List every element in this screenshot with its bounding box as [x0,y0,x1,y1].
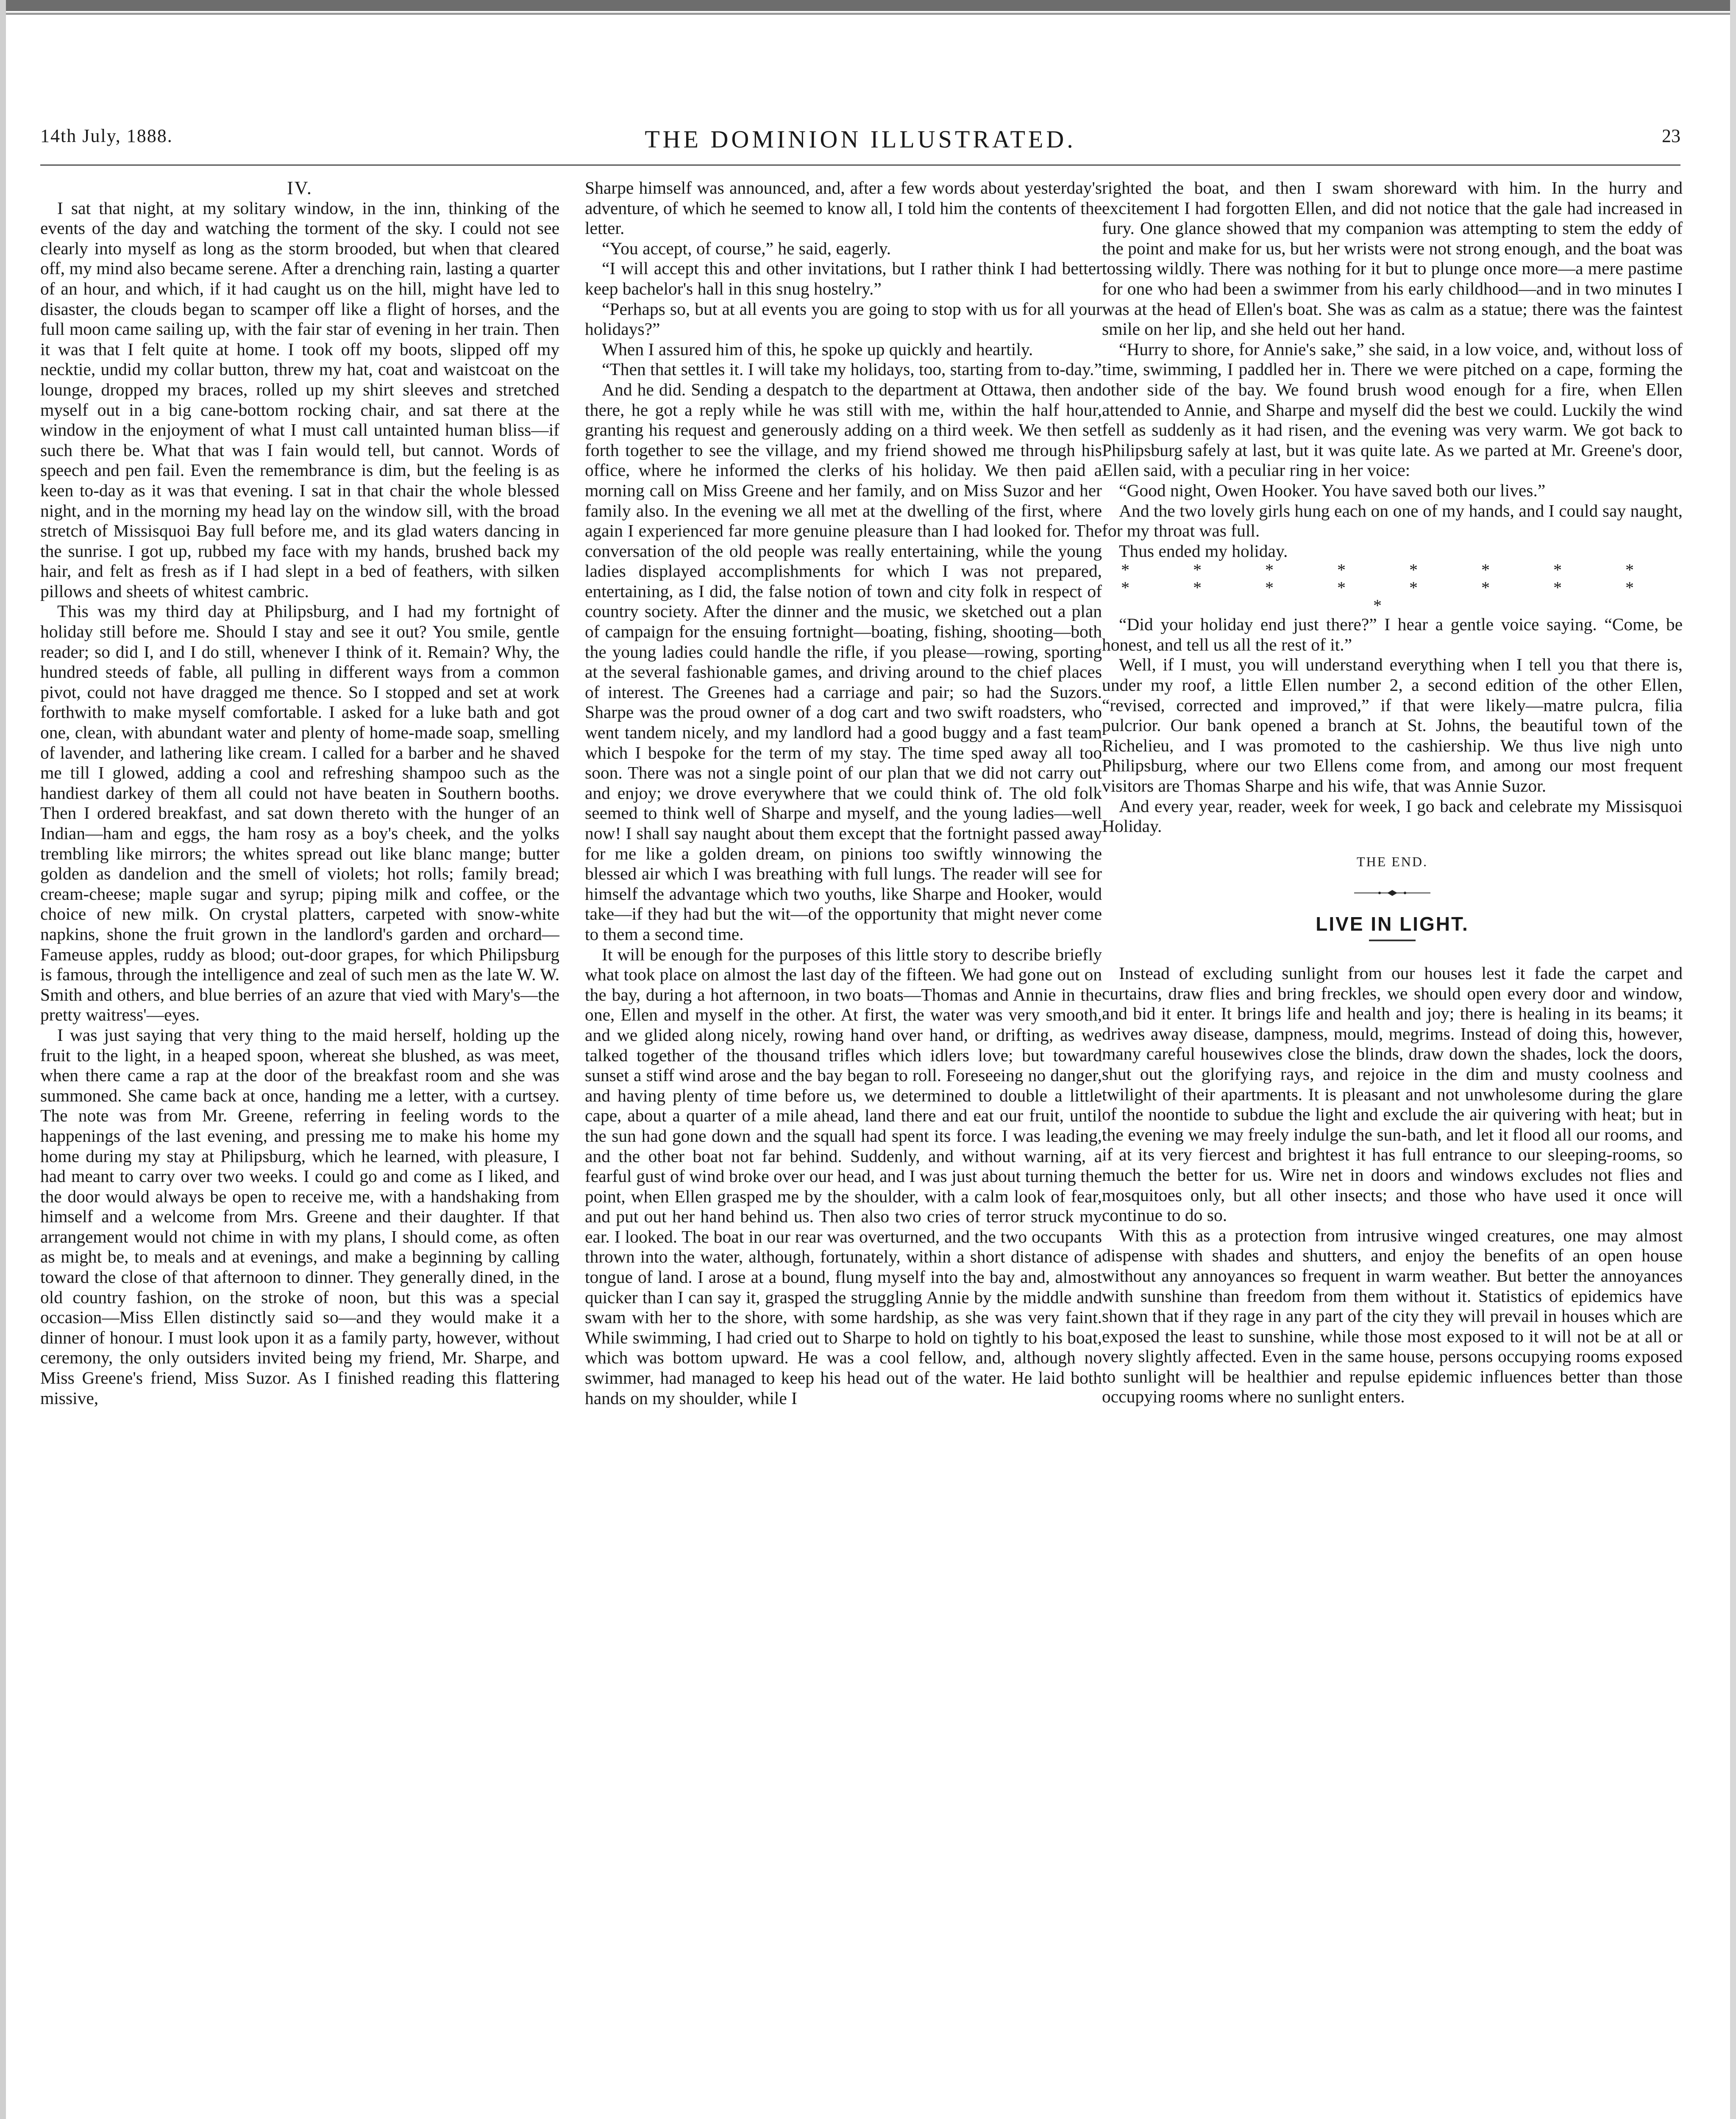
title-rule [1369,940,1416,941]
page-top-border-line [0,13,1736,15]
story-dialogue: “Then that settles it. I will take my holidays, too, starting from to-day.” [602,359,1102,379]
page-right-edge [1730,0,1736,2119]
page-top-border [0,0,1736,11]
story-dialogue: “Perhaps so, but at all events you are going to stop with us for all your holidays?” [585,299,1102,339]
header-rule [40,164,1680,166]
ornament-divider-icon [1350,889,1435,897]
page-number: 23 [1662,125,1680,146]
article-paragraph: With this as a protection from intrusive winged creatures, one may almost dispense with shades and shutters, and enjoy the benefits of an open house without any annoyances so frequent in warm weather. But better the annoyances with sunshine than freedom from them without it. Statistics of epidemics have shown that if they rage in any part of the city they will prevail in houses which are exposed the least to sunshine, while those most exposed to it will not be at all or very slightly affected. Even in the same house, persons occupying rooms exposed to sunlight will be healthier and repulse epidemic influences better than those occupying rooms where no sunlight enters. [1102,1225,1683,1407]
page-header [40,125,1680,159]
story-dialogue: “I will accept this and other invitations, but I rather think I had better keep bachelor's hall in this snug hostelry.” [585,259,1102,298]
section-break-asterisks: * * * * * * * * [1121,560,1664,580]
page-left-edge [0,0,6,2119]
article-title: LIVE IN LIGHT. [1316,913,1469,935]
story-paragraph: When I assured him of this, he spoke up quickly and heartily. [602,339,1033,359]
story-dialogue: “Did your holiday end just there?” I hear a gentle voice saying. “Come, be honest, and tell us all the rest of it.” [1102,615,1683,654]
story-paragraph: And he did. Sending a despatch to the department at Ottawa, then and there, he got a reply while he was still with me, within the half hour, granting his request and generously adding on a third week. We then set forth together to see the village, and my friend showed me through his office, where he informed the clerks of his holiday. We then paid a morning call on Miss Greene and her family, and on Miss Suzor and her family also. In the evening we all met at the dwelling of the first, where again I experienced far more genuine pleasure than I had looked for. The conversation of the old people was really entertaining, while the young ladies displayed accomplishments for which I was not prepared, entertaining, as I did, the false notion of town and city folk in respect of country society. After the dinner and the music, we sketched out a plan of campaign for the ensuing fortnight—boating, fishing, shooting—both the young ladies could handle the rifle, if you please—rowing, sporting at the several fashionable games, and driving around to the chief places of interest. The Greenes had a carriage and pair; so had the Suzors. Sharpe was the proud owner of a dog cart and two swift roadsters, who went tandem nicely, and my landlord had a good buggy and a fast team which I bespoke for the term of my stay. The time sped away all too soon. There was not a single point of our plan that we did not carry out and enjoy; we drove everywhere that we could think of. The old folk seemed to think well of Sharpe and myself, and the young ladies—well now! I shall say naught about them except that the fortnight passed away for me like a golden dream, on pinions too swiftly winnowing the blessed air which I was breathing with full lungs. The reader will see for himself the advantage which two youths, like Sharpe and Hooker, would take—if they had but the wit—of the opportunity that might never come to them a second time. [585,379,1102,944]
story-paragraph: righted the boat, and then I swam shoreward with him. In the hurry and excitement I had forgotten Ellen, and did not notice that the gale had increased in fury. One glance showed that my companion was attempting to stem the eddy of the point and make for us, but her wrists were not strong enough, and the boat was tossing wildly. There was nothing for it but to plunge once more—a mere pastime for one who had been a swimmer from his early childhood—and in two minutes I was at the head of Ellen's boat. She was as calm as a statue; there was the faintest smile on her lip, and she held out her hand. [1102,178,1683,339]
story-paragraph: Sharpe himself was announced, and, after a few words about yesterday's adventure, of which he seemed to know all, I told him the contents of the letter. [585,178,1102,238]
story-dialogue: “Good night, Owen Hooker. You have saved both our lives.” [1119,480,1546,500]
story-paragraph: And every year, reader, week for week, I go back and celebrate my Missisquoi Holiday. [1102,796,1683,836]
column-1 [40,178,559,2119]
issue-date: 14th July, 1888. [40,125,173,146]
story-dialogue: “You accept, of course,” he said, eagerly. [602,238,891,258]
story-paragraph: Well, if I must, you will understand everything when I tell you that there is, under my roof, a little Ellen number 2, a second edition of the other Ellen, “revised, corrected and improved,” if that were likely—matre pulcra, filia pulcrior. Our bank opened a branch at St. Johns, the beautiful town of the Richelieu, and I was promoted to the cashiership. We thus live nigh unto Philipsburg, where our two Ellens come from, and among our most frequent visitors are Thomas Sharpe and his wife, that was Annie Suzor. [1102,655,1683,796]
article-paragraph: Instead of excluding sunlight from our houses lest it fade the carpet and curtains, draw flies and bring freckles, we should open every door and window, and bid it enter. It brings life and health and joy; there is healing in its beams; it drives away disease, dampness, mould, megrims. Instead of doing this, however, many careful housewives close the blinds, draw down the shades, lock the doors, shut out the glorifying rays, and rejoice in the dim and musty coolness and twilight of their apartments. It is pleasant and not unwholesome during the glare of the noontide to subdue the light and exclude the air quivering with heat; but in the evening we may freely indulge the sun-bath, and let it flood all our rooms, and if at its very fiercest and brightest it has full entrance to our sleeping-rooms, so much the better for us. Wire net in doors and windows excludes not flies and mosquitoes only, but all other insects; and those who have used it once will continue to do so. [1102,963,1683,1225]
column-2 [585,178,1102,2119]
end-label: THE END. [1357,854,1428,869]
story-dialogue: “Hurry to shore, for Annie's sake,” she said, in a low voice, and, without loss of time, swimming, I paddled her in. There we were pitched on a cape, forming the other side of the bay. We found brush wood enough for a fire, when Ellen attended to Annie, and Sharpe and myself did the best we could. Luckily the wind fell as suddenly as it had risen, and the evening was very warm. We got back to Philipsburg safely at last, but it was quite late. As we parted at Mr. Greene's door, Ellen said, with a peculiar ring in her voice: [1102,339,1683,480]
story-paragraph: This was my third day at Philipsburg, and I had my fortnight of holiday still before me. Should I stay and see it out? You smile, gentle reader; so did I, and I do still, whenever I think of it. Remain? Why, the hundred steeds of fable, all pulling in different ways from a common pivot, could not have dragged me thence. So I stopped and set at work forthwith to make myself comfortable. I asked for a luke bath and got one, clean, with abundant water and plenty of home-made soap, smelling of lavender, and lathering like cream. I called for a barber and he shaved me till I glowed, adding a cool and refreshing shampoo such as the handiest darkey of them all could not have beaten in Southern booths. Then I ordered breakfast, and sat down thereto with the hunger of an Indian—ham and eggs, the ham rosy as a boy's cheek, and the yolks trembling like mirrors; the whites spread out like blanc mange; butter golden as dandelion and the smell of violets; hot rolls; family bread; cream-cheese; maple sugar and syrup; piping milk and coffee, or the choice of new milk. On crystal platters, carpeted with snow-white napkins, shone the fruit grown in the landlord's garden and orchard—Fameuse apples, ruddy as blood; out-door grapes, for which Philipsburg is famous, through the intelligence and zeal of such men as the late W. W. Smith and others, and blue berries of an azure that vied with Mary's—the pretty waitress'—eyes. [40,601,559,1025]
column-3 [1102,178,1683,2119]
story-paragraph: And the two lovely girls hung each on one of my hands, and I could say naught, for my throat was full. [1102,501,1683,541]
story-paragraph: I was just saying that very thing to the maid herself, holding up the fruit to the light, in a heaped spoon, whereat she blushed, as was meet, when there came a rap at the door of the breakfast room and she was summoned. She came back at once, handing me a letter, with a curtsey. The note was from Mr. Greene, referring in feeling words to the happenings of the last evening, and pressing me to make his home my home during my stay at Philipsburg, which he learned, with pleasure, I had meant to carry over two weeks. I could go and come as I liked, and the door would always be open to receive me, with a handshaking from himself and a welcome from Mrs. Greene and their daughter. If that arrangement would not chime in with my plans, I should come, as often as might be, to meals and at evenings, and make a beginning by calling toward the close of that afternoon to dinner. They generally dined, in the old country fashion, on the stroke of noon, but this was a special occasion—Miss Ellen distinctly said so—and they would make it a dinner of honour. I must look upon it as a family party, however, without ceremony, the only outsiders invited being my friend, Mr. Sharpe, and Miss Greene's friend, Miss Suzor. As I finished reading this flattering missive, [40,1025,559,1408]
section-break-asterisks: * * * * * * * * * [1121,578,1664,615]
story-paragraph: I sat that night, at my solitary window, in the inn, thinking of the events of the day and watching the torment of the sky. I could not see clearly into myself as long as the storm brooded, but when that cleared off, my mind also became serene. After a drenching rain, lasting a quarter of an hour, and which, if it had caught us on the hill, might have led to disaster, the clouds began to scamper off like a flight of horses, and the full moon came sailing up, with the fair star of evening in her train. Then it was that I felt quite at home. I took off my boots, slipped off my necktie, undid my collar button, threw my hat, coat and waistcoat on the lounge, dropped my braces, rolled up my shirt sleeves and stretched myself out in a big cane-bottom rocking chair, and sat there at the window in the enjoyment of what I must call untainted human bliss—if such there be. What that was I fain would tell, but cannot. Words of speech and pen fail. Even the remembrance is dim, but the feeling is as keen to-day as it was that evening. I sat in that chair the whole blessed night, and in the morning my head lay on the window sill, with the broad stretch of Missisquoi Bay full before me, and its glad waters dancing in the sunrise. I got up, rubbed my face with my hands, brushed back my hair, and felt as fresh as if I had slept in a bed of feathers, with silken pillows and sheets of whitest cambric. [40,198,559,601]
section-number: IV. [287,178,313,198]
story-paragraph: Thus ended my holiday. [1119,541,1288,561]
story-paragraph: It will be enough for the purposes of this little story to describe briefly what took place on almost the last day of the fifteen. We had gone out on the bay, during a hot afternoon, in two boats—Thomas and Annie in the one, Ellen and myself in the other. At first, the water was very smooth, and we glided along nicely, rowing hand over hand, or drifting, as we talked together of the thousand trifles which idlers love; but toward sunset a stiff wind arose and the bay began to roll. Foreseeing no danger, and having plenty of time before us, we determined to double a little cape, about a quarter of a mile ahead, land there and eat our fruit, until the sun had gone down and the squall had spent its force. I was leading, and the other boat not far behind. Suddenly, and without warning, a fearful gust of wind broke over our head, and I was just about turning the point, when Ellen grasped me by the shoulder, with a calm look of fear, and put out her hand behind us. Then also two cries of terror struck my ear. I looked. The boat in our rear was overturned, and the two occupants thrown into the water, although, fortunately, within a short distance of a tongue of land. I arose at a bound, flung myself into the bay and, almost quicker than I can say it, grasped the struggling Annie by the middle and swam with her to the shore, with some hardship, as she was very faint. While swimming, I had cried out to Sharpe to hold on tightly to his boat, which was bottom upward. He was a cool fellow, and, although no swimmer, had managed to keep his head out of the water. He laid both hands on my shoulder, while I [585,944,1102,1408]
publication-title: THE DOMINION ILLUSTRATED. [645,125,1076,153]
